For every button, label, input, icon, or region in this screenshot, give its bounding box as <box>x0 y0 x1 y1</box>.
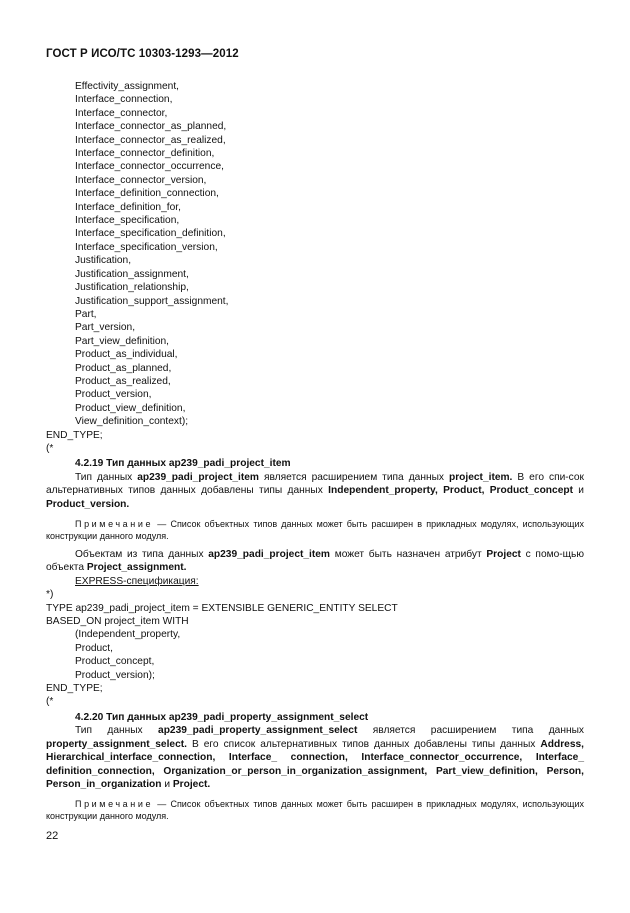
page-number: 22 <box>46 830 59 842</box>
list-item: Part, <box>75 308 97 320</box>
list-item: Interface_connector_version, <box>75 174 207 186</box>
list-item: Product_version, <box>75 389 152 401</box>
list-item: (Independent_property, <box>75 629 181 641</box>
select-list <box>46 80 584 429</box>
bold-run: Project <box>486 549 521 560</box>
section-heading-4-2-20: 4.2.20 Тип данных ap239_padi_property_assignment_select <box>75 711 369 723</box>
list-item: Interface_definition_for, <box>75 201 181 213</box>
express-label: EXPRESS-спецификация: <box>75 575 199 587</box>
bold-run: property_assignment_select. <box>46 738 187 750</box>
code-items <box>46 628 584 682</box>
list-item: Part_version, <box>75 322 136 334</box>
bold-run: project_item. <box>448 471 513 483</box>
list-item: Product_as_realized, <box>75 375 171 387</box>
list-item: Product_as_planned, <box>75 362 172 374</box>
text-run: с помо-щью объекта <box>46 549 584 574</box>
text-run: Тип данных <box>75 471 138 483</box>
comment-open: (* <box>46 442 54 454</box>
note-label: Примечание <box>75 799 154 810</box>
list-item: Justification_relationship, <box>75 282 189 294</box>
list-item: Justification_assignment, <box>75 268 189 280</box>
note-text: — Список объектных типов данных может быть расширен в прикладных модулях, использующих конструкции данного модуля. <box>46 799 584 822</box>
list-item: Interface_connector, <box>75 107 168 119</box>
list-item: Product_version); <box>75 669 155 681</box>
document-body <box>46 80 584 828</box>
list-item: Interface_connection, <box>75 94 173 106</box>
paragraph <box>46 471 584 511</box>
text-run: Тип данных <box>75 725 159 737</box>
list-item: Interface_connector_definition, <box>75 148 215 160</box>
list-item: Interface_specification_version, <box>75 241 218 253</box>
list-item: Product, <box>75 642 113 654</box>
text-run: Объектам из типа данных <box>75 549 209 560</box>
paragraph <box>46 724 584 791</box>
bold-run: ap239_padi_property_assignment_select <box>158 725 358 737</box>
list-item: Interface_definition_connection, <box>75 188 219 200</box>
text-run: и <box>572 485 585 497</box>
text-run: может быть назначен атрибут <box>330 549 487 560</box>
list-item: View_definition_context); <box>75 416 189 428</box>
list-item: Justification, <box>75 255 132 267</box>
list-item: Interface_connector_occurrence, <box>75 161 224 173</box>
note <box>46 518 584 542</box>
list-item: Part_view_definition, <box>75 335 170 347</box>
list-item: Effectivity_assignment, <box>75 81 179 92</box>
section-heading-4-2-19: 4.2.19 Тип данных ap239_padi_project_item <box>75 458 291 470</box>
list-item: Interface_connector_as_planned, <box>75 121 227 133</box>
text-run: является расширением типа данных <box>258 471 449 483</box>
list-item: Product_concept, <box>75 656 155 668</box>
end-type: END_TYPE; <box>46 429 103 441</box>
list-item: Interface_connector_as_realized, <box>75 134 226 146</box>
list-item: Justification_support_assignment, <box>75 295 229 307</box>
bold-run: Address, Hierarchical_interface_connection, Interface_ connection, Interface_connector_occurrence, Interface_ definition_connection, Organization_or_person_in_organization_assignment, Part_view_definition, Person, Person_in_organization <box>46 738 584 790</box>
bold-run: Project. <box>172 778 211 790</box>
document-header: ГОСТ Р ИСО/ТС 10303-1293—2012 <box>46 48 239 60</box>
note-text: — Список объектных типов данных может быть расширен в прикладных модулях, использующих конструкции данного модуля. <box>46 519 584 541</box>
note <box>46 798 584 822</box>
code-line: BASED_ON project_item WITH <box>46 616 189 628</box>
comment-open: (* <box>46 696 54 708</box>
list-item: Interface_specification, <box>75 215 180 227</box>
list-item: Product_as_individual, <box>75 349 178 361</box>
bold-run: Product_version. <box>46 498 130 510</box>
text-run: В его спи-сок альтернативных типов данных добавлены типы данных <box>46 471 584 497</box>
text-run: и <box>161 778 173 790</box>
code-line: *) <box>46 589 54 601</box>
paragraph <box>46 548 584 575</box>
list-item: Product_view_definition, <box>75 402 186 414</box>
note-label: Примечание <box>75 519 154 529</box>
end-type: END_TYPE; <box>46 683 103 695</box>
code-line: TYPE ap239_padi_project_item = EXTENSIBLE GENERIC_ENTITY SELECT <box>46 602 398 614</box>
text-run: В его список альтернативных типов данных добавлены типы данных <box>186 738 541 750</box>
bold-run: ap239_padi_project_item <box>137 471 259 483</box>
list-item: Interface_specification_definition, <box>75 228 226 240</box>
text-run: является расширением типа данных <box>357 725 585 737</box>
bold-run: Independent_property, Product, Product_concept <box>328 485 573 497</box>
bold-run: Project_assignment. <box>86 562 187 574</box>
bold-run: ap239_padi_project_item <box>208 549 330 560</box>
